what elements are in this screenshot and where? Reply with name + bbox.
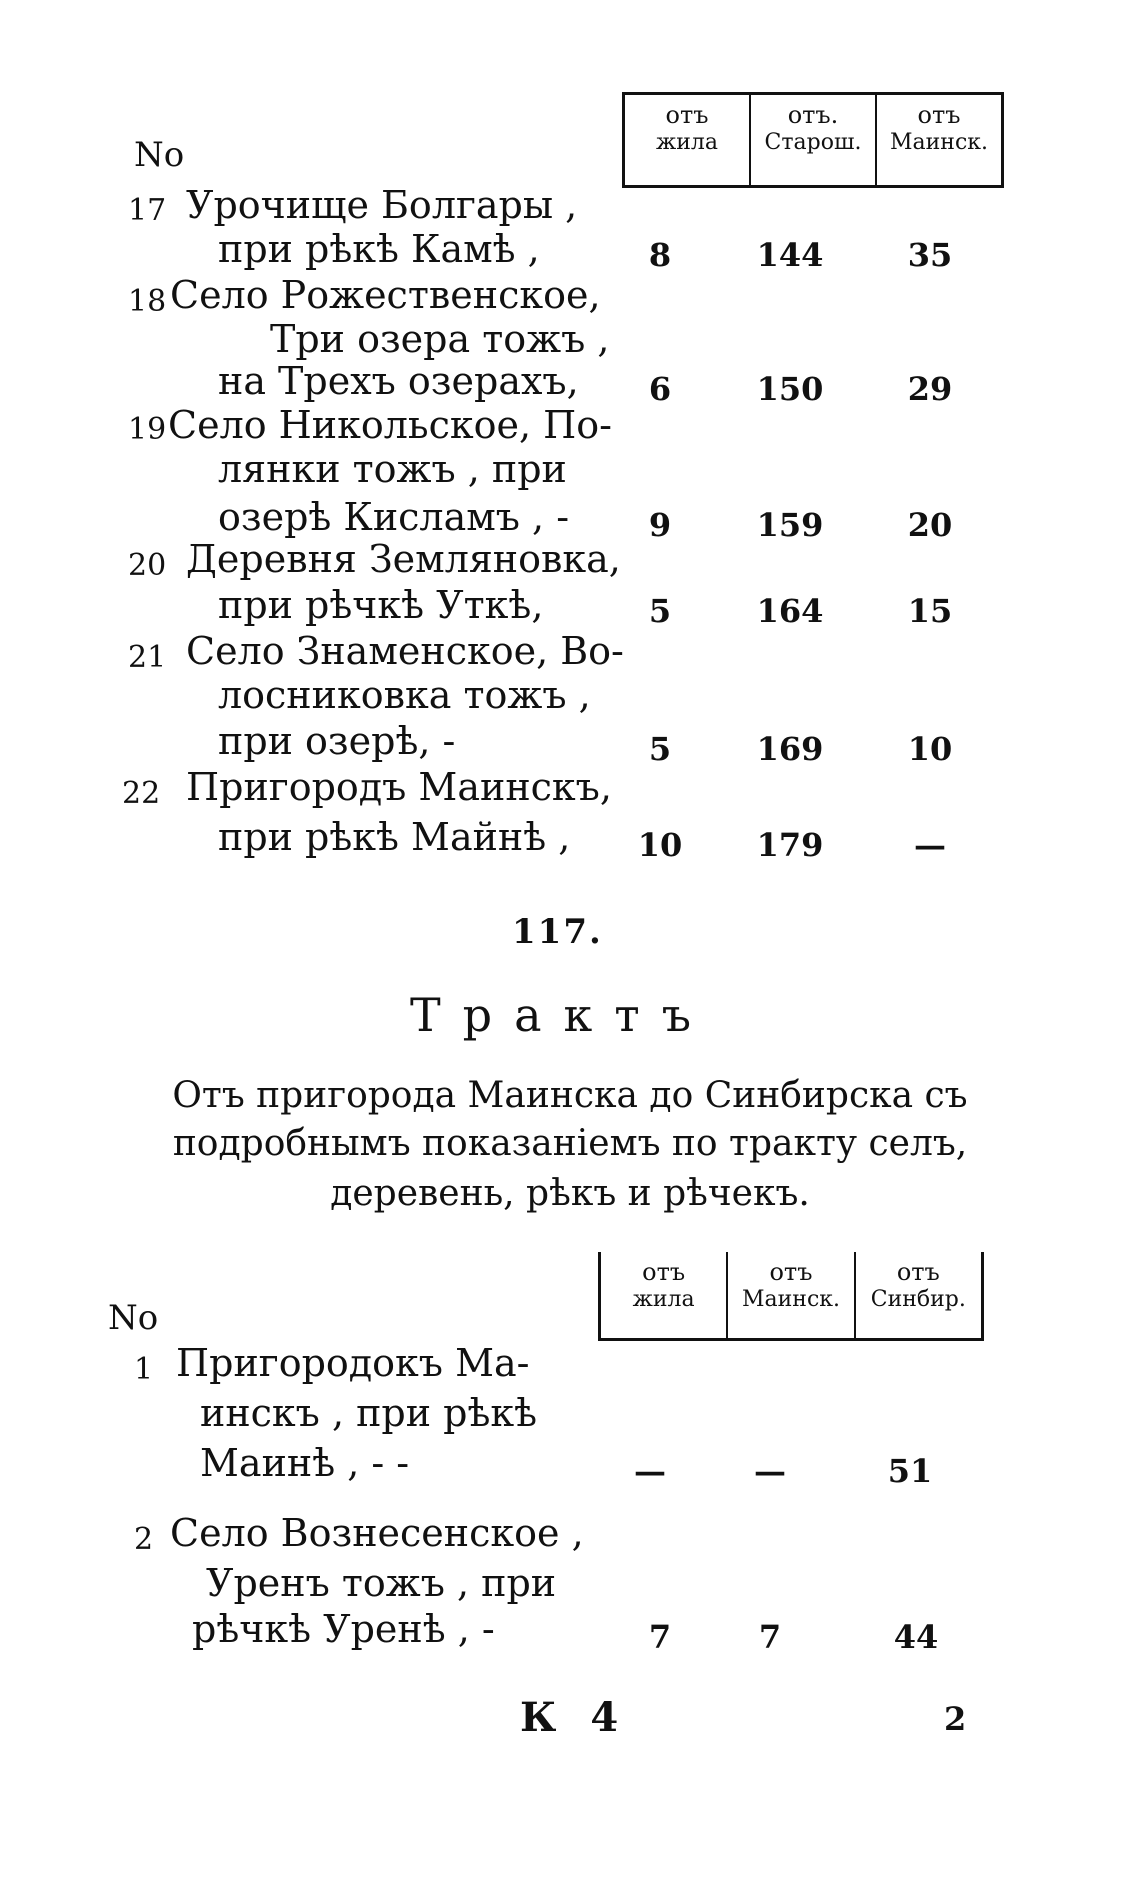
entry-text-line: Село Никольское, По- bbox=[168, 403, 612, 447]
entry-text-line: на Трехъ озерахъ, bbox=[218, 359, 579, 403]
subtitle-line: деревень, рѣкъ и рѣчекъ. bbox=[330, 1173, 810, 1214]
value-from-village: 8 bbox=[648, 236, 672, 274]
entry-text-line: при рѣчкѣ Уткѣ, bbox=[218, 583, 544, 627]
value-from-mainsk: 15 bbox=[907, 592, 953, 630]
entry-text-line: Село Рожественское, bbox=[170, 273, 601, 317]
value-from-village: 5 bbox=[648, 592, 672, 630]
entry-number: 21 bbox=[128, 640, 167, 675]
entry-number: 19 bbox=[128, 412, 167, 447]
signature-mark: К 4 bbox=[520, 1694, 629, 1741]
column-header-from-mainsk: отъ Маинск. bbox=[875, 95, 1001, 185]
entry-text-line: лянки тожъ , при bbox=[218, 447, 567, 491]
entry-text-line: Уренъ тожъ , при bbox=[206, 1561, 557, 1605]
entry-text-line: при озерѣ, - bbox=[218, 719, 456, 763]
value-from-village: 6 bbox=[648, 370, 672, 408]
column-header-from-sinbir: отъ Синбир. bbox=[854, 1252, 981, 1338]
value-from-starosh: 159 bbox=[756, 506, 824, 544]
entry-number: 22 bbox=[122, 776, 161, 811]
entry-text-line: Урочище Болгары , bbox=[186, 183, 578, 227]
value-from-village: 7 bbox=[648, 1618, 672, 1656]
value-from-sinbir: 44 bbox=[893, 1618, 939, 1656]
value-from-mainsk: 29 bbox=[907, 370, 953, 408]
column-header-from-starosh: отъ. Старош. bbox=[749, 95, 875, 185]
column-header-box bbox=[598, 1252, 984, 1341]
entry-text-line: рѣчкѣ Уренѣ , - bbox=[192, 1607, 495, 1651]
value-from-starosh: 150 bbox=[756, 370, 824, 408]
column-header-from-village: отъ жила bbox=[656, 101, 718, 155]
value-from-sinbir: 51 bbox=[887, 1452, 933, 1490]
value-from-village: 5 bbox=[648, 730, 672, 768]
subtitle-line: Отъ пригорода Маинска до Синбирска съ bbox=[172, 1075, 968, 1116]
entry-text-line: инскъ , при рѣкѣ bbox=[200, 1391, 538, 1435]
value-from-mainsk: 35 bbox=[907, 236, 953, 274]
value-from-starosh: 179 bbox=[756, 826, 824, 864]
entry-text-line: Три озера тожъ , bbox=[270, 317, 610, 361]
entry-text-line: Село Знаменское, Во- bbox=[186, 629, 624, 673]
value-from-village: 10 bbox=[637, 826, 683, 864]
entry-text-line: Село Вознесенское , bbox=[170, 1511, 584, 1555]
value-from-mainsk: — bbox=[914, 826, 946, 864]
footer-mark: 2 bbox=[944, 1700, 967, 1738]
entry-number: 1 bbox=[134, 1352, 154, 1387]
value-from-mainsk: 7 bbox=[758, 1618, 782, 1656]
value-from-mainsk: 10 bbox=[907, 730, 953, 768]
section-heading: Трактъ bbox=[410, 988, 714, 1042]
value-from-mainsk: — bbox=[754, 1452, 786, 1490]
entry-text-line: Деревня Земляновка, bbox=[186, 537, 621, 581]
entry-text-line: Пригородокъ Ма- bbox=[176, 1341, 530, 1385]
value-from-starosh: 169 bbox=[756, 730, 824, 768]
subtitle-line: подробнымъ показанiемъ по тракту селъ, bbox=[172, 1123, 968, 1164]
column-header-from-village: отъ жила bbox=[632, 1258, 695, 1312]
entry-number: 18 bbox=[128, 284, 167, 319]
value-from-village: 9 bbox=[648, 506, 672, 544]
column-header-from-mainsk: отъ Маинск. bbox=[726, 1252, 853, 1338]
entry-text-line: озерѣ Кисламъ , - bbox=[218, 495, 570, 539]
value-from-starosh: 164 bbox=[756, 592, 824, 630]
entry-number: 20 bbox=[128, 548, 167, 583]
number-column-label: No bbox=[134, 135, 185, 175]
entry-number: 2 bbox=[134, 1522, 154, 1557]
entry-text-line: лосниковка тожъ , bbox=[218, 673, 591, 717]
entry-text-line: Маинѣ , - - bbox=[200, 1441, 410, 1485]
entry-text-line: при рѣкѣ Камѣ , bbox=[218, 227, 540, 271]
entry-text-line: Пригородъ Маинскъ, bbox=[186, 765, 612, 809]
value-from-starosh: 144 bbox=[756, 236, 824, 274]
value-from-mainsk: 20 bbox=[907, 506, 953, 544]
number-column-label: No bbox=[108, 1298, 159, 1338]
entry-text-line: при рѣкѣ Майнѣ , bbox=[218, 815, 571, 859]
entry-number: 17 bbox=[128, 193, 167, 228]
page-number: 117. bbox=[512, 912, 603, 952]
value-from-village: — bbox=[634, 1452, 666, 1490]
column-header-box bbox=[622, 92, 1004, 188]
